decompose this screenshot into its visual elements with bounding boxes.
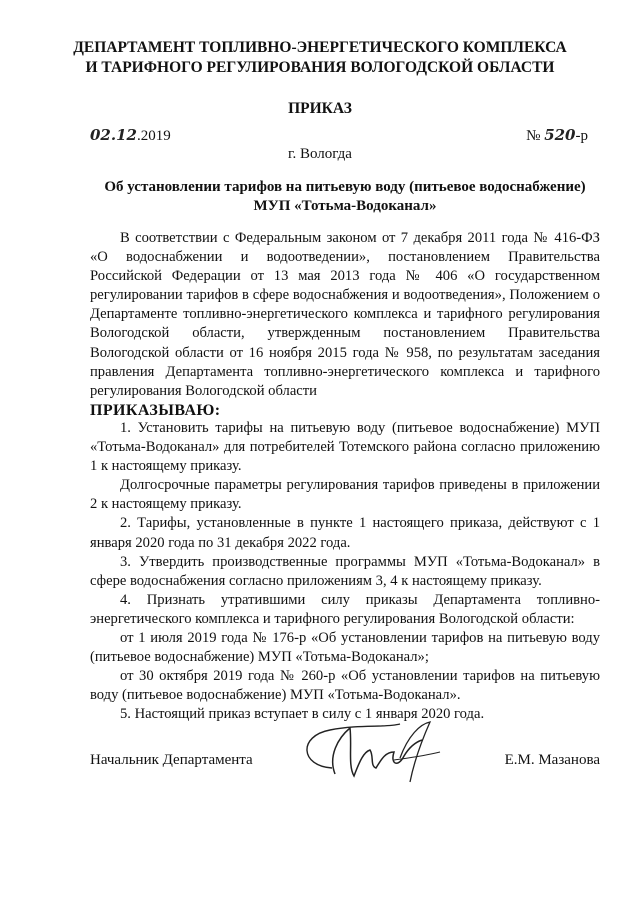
handwritten-signature xyxy=(290,716,450,786)
header-line-1: ДЕПАРТАМЕНТ ТОПЛИВНО-ЭНЕРГЕТИЧЕСКОГО КОМПЛЕКСА xyxy=(73,39,567,56)
order-item: Долгосрочные параметры регулирования тарифов приведены в приложении 2 к настоящему приказу. xyxy=(90,477,600,513)
order-item: 1. Установить тарифы на питьевую воду (питьевое водоснабжение) МУП «Тотьма-Водоканал» для потребителей Тотемского района согласно приложению 1 к настоящему приказу. xyxy=(90,420,600,475)
preamble-paragraph: В соответствии с Федеральным законом от 7 декабря 2011 года № 416-ФЗ «О водоснабжении и водоотведении», постановлением Правительства Российской Федерации от 13 мая 2013 года № 406 «О государственном регулировании тарифов в сфере водоснабжения и водоотведения», Положением о Департаменте топливно-энергетического комплекса и тарифного регулирования Вологодской области, утвержденным постановлением Правительства Вологодской области от 16 ноября 2015 года № 958, по результатам заседания правления Департамента топливно-энергетического комплекса и тарифного регулирования Вологодской области xyxy=(90,230,600,399)
signature-block xyxy=(90,752,600,772)
subject-line-2: МУП «Тотьма-Водоканал» xyxy=(253,198,437,214)
number-suffix: -р xyxy=(575,128,588,144)
signatory-name: Е.М. Мазанова xyxy=(504,752,600,768)
order-items xyxy=(90,419,600,725)
order-date xyxy=(90,126,171,145)
handwritten-number: 520 xyxy=(544,126,576,144)
order-item: 5. Настоящий приказ вступает в силу с 1 января 2020 года. xyxy=(120,706,485,723)
subject-line-1: Об установлении тарифов на питьевую воду (питьевое водоснабжение) xyxy=(104,179,586,195)
header-line-2: И ТАРИФНОГО РЕГУЛИРОВАНИЯ ВОЛОГОДСКОЙ ОБЛАСТИ xyxy=(85,59,555,76)
order-item: от 30 октября 2019 года № 260-р «Об установлении тарифов на питьевую воду (питьевое водоснабжение) МУП «Тотьма-Водоканал». xyxy=(90,668,600,704)
preamble-block xyxy=(90,229,600,420)
order-item: 3. Утвердить производственные программы МУП «Тотьма-Водоканал» в сфере водоснабжения согласно приложениям 3, 4 к настоящему приказу. xyxy=(90,553,600,589)
order-item: 2. Тарифы, установленные в пункте 1 настоящего приказа, действуют с 1 января 2020 года по 31 декабря 2022 года. xyxy=(90,515,600,551)
order-subject xyxy=(90,178,600,216)
document-type-title: ПРИКАЗ xyxy=(288,100,352,117)
department-header xyxy=(40,38,600,78)
signatory-position: Начальник Департамента xyxy=(90,752,253,768)
order-number xyxy=(526,126,588,145)
decree-word: ПРИКАЗЫВАЮ: xyxy=(90,401,221,419)
order-item: 4. Признать утратившими силу приказы Департамента топливно-энергетического комплекса и тарифного регулирования Вологодской области: xyxy=(90,591,600,627)
number-prefix: № xyxy=(526,128,545,144)
handwritten-date: 02.12 xyxy=(90,126,137,144)
city: г. Вологда xyxy=(288,146,352,162)
date-year: .2019 xyxy=(136,128,171,144)
order-item: от 1 июля 2019 года № 176-р «Об установлении тарифов на питьевую воду (питьевое водоснабжение) МУП «Тотьма-Водоканал»; xyxy=(90,630,600,666)
